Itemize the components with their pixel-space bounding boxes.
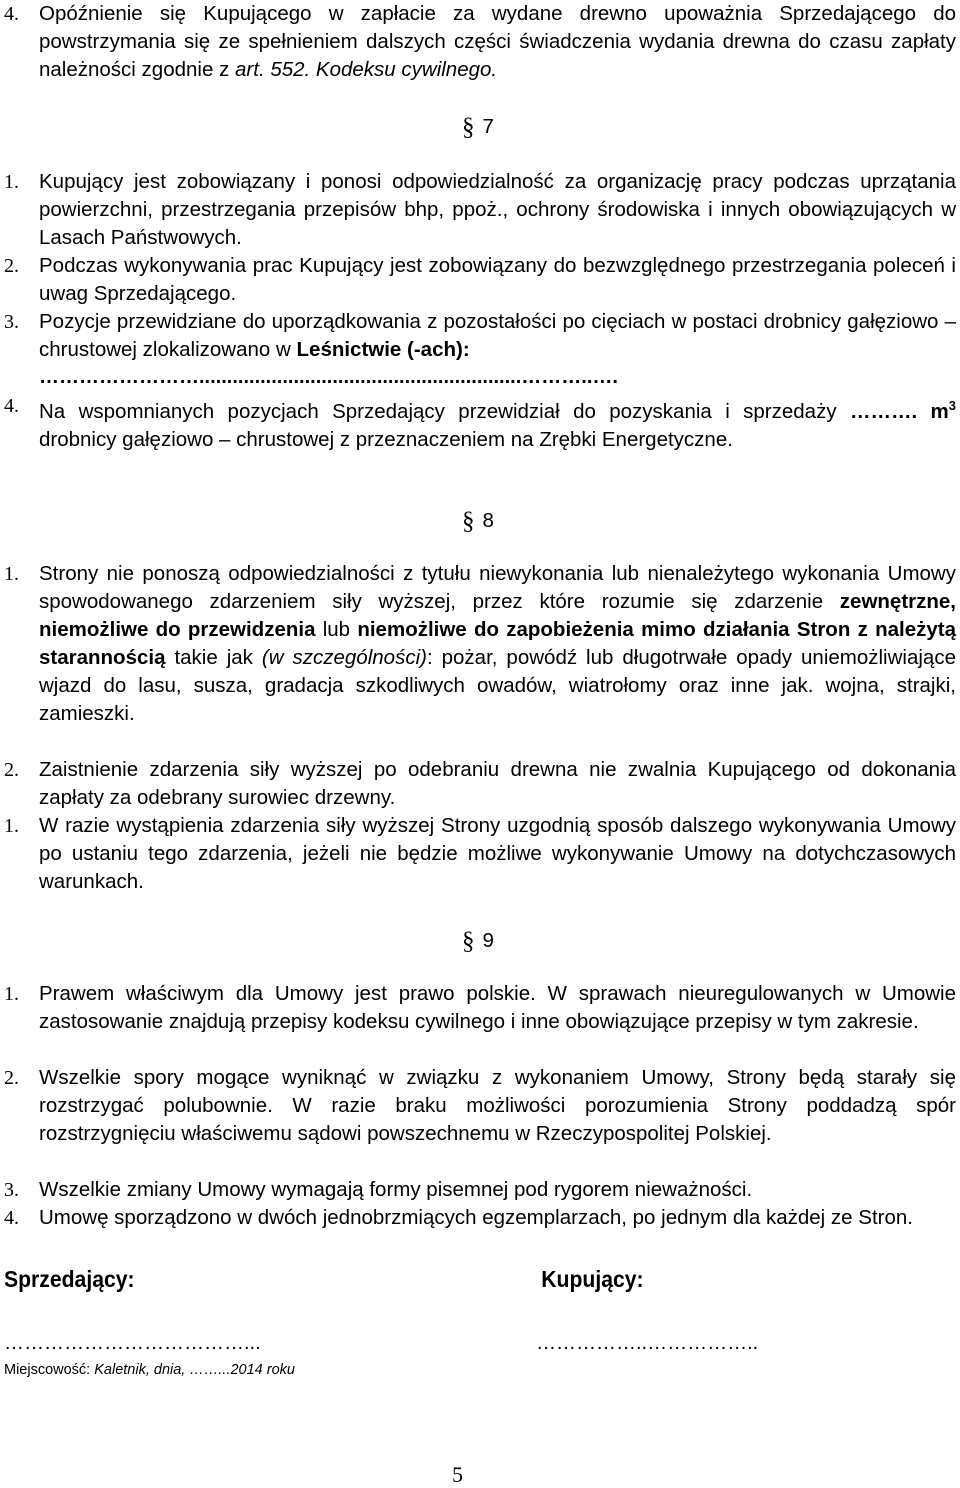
place-and-date: Miejscowość: Kaletnik, dnia, ……...2014 roku [4,1362,295,1378]
clause-item [4,0,956,84]
item-number: 1. [4,983,19,1005]
legal-reference: art. 552. Kodeksu cywilnego. [235,58,498,81]
item-number: 1. [4,563,19,585]
clause-item [4,980,956,1036]
item-number: 4. [4,3,19,25]
page-number: 5 [452,1462,463,1487]
item-text: Umowę sporządzono w dwóch jednobrzmiących egzemplarzach, po jednym dla każdej ze Stron. [39,1206,913,1229]
item-text: Zaistnienie zdarzenia siły wyższej po odebraniu drewna nie zwalnia Kupującego od dokonania zapłaty za odebrany surowiec drzewny. [39,758,956,809]
forestry-field: Leśnictwie (-ach): [296,338,470,361]
item-text: Opóźnienie się Kupującego w zapłacie za wydane drewno upoważnia Sprzedającego do powstrzymania się ze spełnieniem dalszych części świadczenia wydania drewna do czasu zapłaty należności zgodnie z art. 552. Kodeksu cywilnego. [39,2,956,81]
section-symbol: § [462,928,475,955]
clause-item [4,1176,956,1204]
section-number: 8 [482,509,494,532]
clause-item [4,756,956,812]
item-number: 4. [4,395,19,417]
section-heading-9 [462,926,494,955]
clause-item [4,392,956,454]
buyer-label: Kupujący: [541,1266,644,1292]
item-text: Pozycje przewidziane do uporządkowania z pozostałości po cięciach w postaci drobnicy gałęziowo – chrustowej zlokalizowano w Leśnictwie (-ach): [39,310,956,361]
seller-signature-line: ………………………………... [4,1332,261,1354]
clause-item [4,168,956,252]
item-text: Na wspomnianych pozycjach Sprzedający przewidział do pozyskania i sprzedaży ………. $m^3$ drobnicy gałęziowo – chrustowej z przeznaczeniem na Zrębki Energetyczne. [39,398,956,451]
clause-item [4,308,956,364]
item-number: 2. [4,255,19,277]
item-text: Podczas wykonywania prac Kupujący jest zobowiązany do bezwzględnego przestrzegania poleceń i uwag Sprzedającego. [39,254,956,305]
item-number: 3. [4,1179,19,1201]
section-number: 9 [482,929,494,952]
item-number: 1. [4,171,19,193]
section-heading-7 [462,112,494,141]
seller-label: Sprzedający: [4,1266,135,1292]
item-number: 4. [4,1207,19,1229]
clause-item [4,1064,956,1148]
quantity-field: ………. $m^3$ [849,398,956,423]
section-symbol: § [462,114,475,141]
item-text: Wszelkie spory mogące wyniknąć w związku z wykonaniem Umowy, Strony będą starały się rozstrzygać polubownie. W razie braku możliwości porozumienia Strony poddadzą spór rozstrzygnięciu właściwemu sądowi powszechnemu w Rzeczypospolitej Polskiej. [39,1066,956,1145]
clause-item [4,812,956,896]
buyer-signature-line: ……………..…………….. [536,1332,759,1354]
section-number: 7 [482,115,494,138]
item-number: 2. [4,759,19,781]
clause-item [4,252,956,308]
item-text: Kupujący jest zobowiązany i ponosi odpowiedzialność za organizację pracy podczas uprzątania powierzchni, przestrzegania przepisów bhp, ppoż., ochrony środowiska i innych obowiązujących w Lasach Państwowych. [39,170,956,249]
item-text: Wszelkie zmiany Umowy wymagają formy pisemnej pod rygorem nieważności. [39,1178,753,1201]
clause-item [4,1204,956,1232]
section-heading-8 [462,506,494,535]
clause-item [4,560,956,728]
forestry-dotted-line: ……………………..........................................................………..…. [39,366,618,388]
item-text: Strony nie ponoszą odpowiedzialności z tytułu niewykonania lub nienależytego wykonania Umowy spowodowanego zdarzeniem siły wyższej, przez które rozumie się zdarzenie zewnętrzne, niemożliwe do przewidzenia lub niemożliwe do zapobieżenia mimo działania Stron z należytą starannością takie jak (w szczególności): pożar, powódź lub długotrwałe opady uniemożliwiające wjazd do lasu, susza, gradacja szkodliwych owadów, wiatrołomy oraz inne jak. wojna, strajki, zamieszki. [39,562,956,725]
item-number: 1. [4,815,19,837]
item-number: 2. [4,1067,19,1089]
item-text: Prawem właściwym dla Umowy jest prawo polskie. W sprawach nieuregulowanych w Umowie zastosowanie znajdują przepisy kodeksu cywilnego i inne obowiązujące przepisy w tym zakresie. [39,982,956,1033]
item-number: 3. [4,311,19,333]
section-symbol: § [462,508,475,535]
signature-labels [4,1266,880,1298]
item-text: W razie wystąpienia zdarzenia siły wyższej Strony uzgodnią sposób dalszego wykonywania Umowy po ustaniu tego zdarzenia, jeżeli nie będzie możliwe wykonywanie Umowy na dotychczasowych warunkach. [39,814,956,893]
